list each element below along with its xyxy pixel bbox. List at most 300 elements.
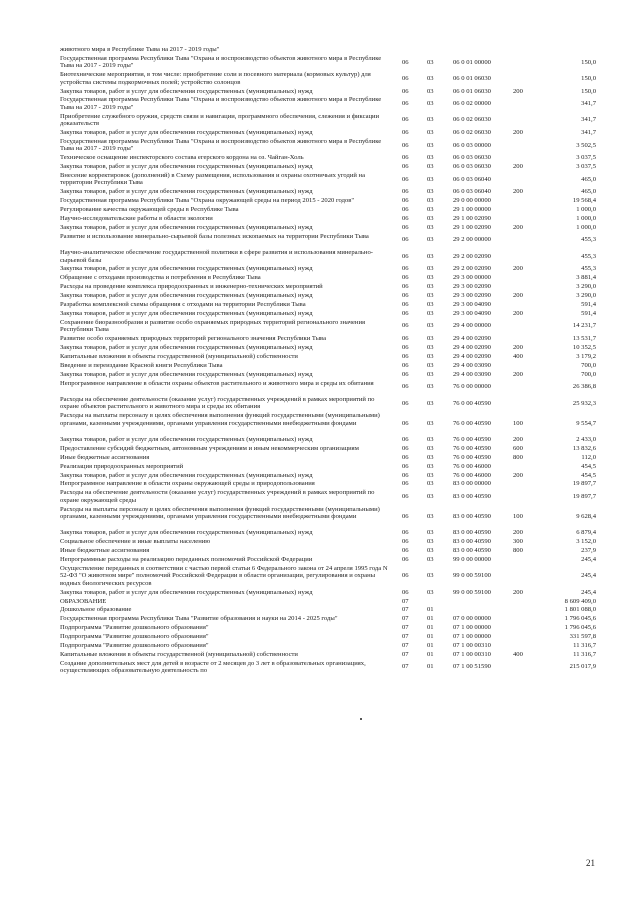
row-amount: 1 000,0 [576, 206, 596, 214]
row-amount: 454,5 [581, 471, 596, 479]
target-article-code: 29 1 00 00000 [453, 206, 491, 214]
table-row [0, 463, 640, 470]
row-name: Техническое оснащение инспекторского состава егерского кордона на оз. Чайган-Холь [60, 154, 304, 162]
scan-artifact [360, 718, 362, 720]
expense-type-code: 200 [513, 529, 523, 537]
row-amount: 237,9 [581, 547, 596, 555]
row-name: Закупка товаров, работ и услуг для обеспечения государственных (муниципальных) нужд [60, 163, 313, 171]
section-code: 07 [402, 615, 409, 623]
row-name: Обращение с отходами производства и потребления в Республике Тыва [60, 274, 261, 282]
section-code: 06 [402, 419, 409, 427]
row-name: Закупка товаров, работ и услуг для обеспечения государственных (муниципальных) нужд [60, 87, 313, 95]
target-article-code: 06 0 01 06030 [453, 87, 491, 95]
target-article-code: 29 3 00 00000 [453, 274, 491, 282]
target-article-code: 76 0 00 40590 [453, 435, 491, 443]
row-name: Закупка товаров, работ и услуг для обеспечения государственных (муниципальных) нужд [60, 223, 313, 231]
row-name: Непрограммное направление в области охраны объектов растительного и животного мира и среды их обитания [60, 379, 374, 387]
row-amount: 341,7 [581, 116, 596, 124]
table-row [0, 55, 640, 70]
table-row [0, 538, 640, 545]
row-name: Дошкольное образование [60, 606, 132, 614]
table-row [0, 172, 640, 187]
row-amount: 700,0 [581, 370, 596, 378]
page-number: 21 [586, 858, 595, 868]
row-name: Закупка товаров, работ и услуг для обеспечения государственных (муниципальных) нужд [60, 529, 313, 537]
subsection-code: 03 [427, 197, 434, 205]
target-article-code: 29 4 00 00000 [453, 322, 491, 330]
row-amount: 3 037,5 [576, 154, 596, 162]
target-article-code: 83 0 00 00000 [453, 480, 491, 488]
table-row [0, 215, 640, 222]
subsection-code: 03 [427, 154, 434, 162]
target-article-code: 06 0 01 00000 [453, 58, 491, 66]
target-article-code: 29 3 00 02090 [453, 292, 491, 300]
section-code: 06 [402, 274, 409, 282]
row-amount: 25 932,3 [572, 399, 596, 407]
row-name: Введение и переиздание Красной книги Республики Тыва [60, 361, 223, 369]
section-code: 06 [402, 370, 409, 378]
target-article-code: 29 4 00 02090 [453, 352, 491, 360]
table-row [0, 412, 640, 434]
section-code: 06 [402, 309, 409, 317]
row-name: Закупка товаров, работ и услуг для обеспечения государственных (муниципальных) нужд [60, 129, 313, 136]
target-article-code: 83 0 00 40590 [453, 538, 491, 546]
section-code: 07 [402, 650, 409, 658]
section-code: 06 [402, 480, 409, 488]
section-code: 07 [402, 663, 409, 671]
row-amount: 455,3 [581, 265, 596, 273]
target-article-code: 29 4 00 02090 [453, 344, 491, 351]
row-amount: 1 796 045,6 [564, 624, 596, 632]
row-name: Биотехнические мероприятия, в том числе: приобретение соли и посевного материала (кормовых культур) для устройства системы подкормочных полей; устройство солонцов [60, 71, 371, 86]
row-name: животного мира в Республике Тыва на 2017 - 2019 годы" [60, 46, 220, 53]
row-name: Иные бюджетные ассигнования [60, 453, 150, 461]
row-amount: 591,4 [581, 309, 596, 317]
table-row [0, 319, 640, 334]
row-amount: 13 832,6 [572, 444, 596, 452]
target-article-code: 29 3 00 04090 [453, 309, 491, 317]
row-amount: 11 316,7 [573, 642, 596, 649]
row-name: Государственная программа Республики Тыва "Охрана окружающей среды на период 2015 - 2020 годов" [60, 197, 355, 205]
row-name: Приобретение служебного оружия, средств связи и навигации, программного обеспечения, слежения и фиксации доказательств [60, 112, 380, 128]
table-row [0, 335, 640, 342]
row-name: Закупка товаров, работ и услуг для обеспечения государственных (муниципальных) нужд [60, 188, 313, 196]
subsection-code: 03 [427, 370, 434, 378]
section-code: 06 [402, 100, 409, 108]
table-row [0, 283, 640, 290]
section-code: 06 [402, 175, 409, 183]
target-article-code: 83 0 00 40590 [453, 547, 491, 555]
row-amount: 245,4 [581, 572, 596, 580]
target-article-code: 76 0 00 46000 [453, 462, 491, 470]
row-amount: 3 290,0 [576, 292, 596, 300]
table-row [0, 129, 640, 136]
table-row [0, 88, 640, 95]
table-row [0, 206, 640, 213]
table-row [0, 188, 640, 195]
row-amount: 245,4 [581, 556, 596, 563]
row-name: Научно-аналитическое обеспечение государственной политики в сфере развития и использования минерально-сырьевой базы [60, 249, 373, 264]
subsection-code: 03 [427, 175, 434, 183]
expense-type-code: 800 [513, 547, 523, 555]
subsection-code: 03 [427, 283, 434, 291]
subsection-code: 03 [427, 215, 434, 222]
section-code: 06 [402, 197, 409, 205]
section-code: 06 [402, 252, 409, 260]
subsection-code: 01 [427, 633, 434, 641]
subsection-code: 03 [427, 87, 434, 95]
table-row [0, 163, 640, 170]
table-row [0, 197, 640, 204]
table-row [0, 606, 640, 613]
row-name: Предоставление субсидий бюджетным, автономным учреждениям и иным некоммерческим организациям [60, 444, 359, 452]
row-name: Создание дополнительных мест для детей в возрасте от 2 месяцев до 3 лет в образовательных организациях, осуществляющих образовательную деятельность по [60, 659, 366, 675]
table-row [0, 380, 640, 395]
target-article-code: 06 0 03 06040 [453, 188, 491, 196]
table-row [0, 651, 640, 658]
row-amount: 331 597,8 [569, 633, 596, 641]
subsection-code: 03 [427, 301, 434, 308]
expense-type-code: 200 [513, 309, 523, 317]
row-amount: 14 231,7 [572, 322, 596, 330]
row-amount: 455,3 [581, 252, 596, 260]
expense-type-code: 200 [513, 87, 523, 95]
row-name: Осуществление переданных в соответствии с частью первой статьи 6 Федерального закона от 24 апреля 1995 года N 52-ФЗ "О животном мире" полномочий Российской Федерации в области организации, регулирования и охраны водных биологических ресурсов [60, 564, 388, 587]
row-amount: 1 796 045,6 [564, 615, 596, 623]
section-code: 07 [402, 597, 409, 605]
section-code: 06 [402, 215, 409, 222]
target-article-code: 29 1 00 02090 [453, 215, 491, 222]
table-row [0, 633, 640, 640]
table-row [0, 529, 640, 536]
target-article-code: 07 1 00 00000 [453, 624, 491, 632]
row-name: Непрограммное направление в области охраны окружающей среды и природопользования [60, 480, 315, 488]
section-code: 06 [402, 87, 409, 95]
target-article-code: 07 1 00 00310 [453, 650, 491, 658]
expense-type-code: 200 [513, 471, 523, 479]
row-amount: 465,0 [581, 175, 596, 183]
section-code: 06 [402, 538, 409, 546]
section-code: 06 [402, 556, 409, 563]
target-article-code: 29 2 00 00000 [453, 236, 491, 244]
row-name: Капитальные вложения в объекты государственной (муниципальной) собственности [60, 352, 298, 360]
table-row [0, 556, 640, 563]
row-amount: 455,3 [581, 236, 596, 244]
subsection-code: 03 [427, 206, 434, 214]
target-article-code: 06 0 01 06030 [453, 74, 491, 82]
row-name: Расходы на обеспечение деятельности (оказание услуг) государственных учреждений в рамках мероприятий по охране объектов растительного и животного мира и среды их обитания [60, 395, 375, 411]
subsection-code: 03 [427, 480, 434, 488]
target-article-code: 29 4 00 02090 [453, 335, 491, 343]
subsection-code: 03 [427, 435, 434, 443]
section-code: 07 [402, 633, 409, 641]
section-code: 07 [402, 624, 409, 632]
target-article-code: 83 0 00 40590 [453, 492, 491, 500]
expense-type-code: 200 [513, 265, 523, 273]
section-code: 06 [402, 223, 409, 231]
subsection-code: 03 [427, 74, 434, 82]
row-amount: 9 628,4 [576, 512, 596, 520]
subsection-code: 03 [427, 322, 434, 330]
section-code: 06 [402, 512, 409, 520]
target-article-code: 07 1 00 51590 [453, 663, 491, 671]
subsection-code: 03 [427, 252, 434, 260]
subsection-code: 03 [427, 292, 434, 300]
expense-type-code: 200 [513, 435, 523, 443]
subsection-code: 03 [427, 383, 434, 391]
row-amount: 150,0 [581, 58, 596, 66]
subsection-code: 03 [427, 58, 434, 66]
row-name: Реализация природоохранных мероприятий [60, 462, 184, 470]
subsection-code: 01 [427, 624, 434, 632]
row-name: Внесение корректировок (дополнений) в Схему размещения, использования и охраны охотничьих угодий на территории Республики Тыва [60, 172, 365, 187]
row-name: Расходы на выплаты персоналу в целях обеспечения выполнения функций государственными (муниципальными) органами, казенными учреждениями, органами управления государственными внебюджетными фондами [60, 505, 380, 520]
target-article-code: 06 0 03 06030 [453, 154, 491, 162]
subsection-code: 03 [427, 352, 434, 360]
target-article-code: 83 0 00 40590 [453, 512, 491, 520]
table-row [0, 233, 640, 248]
section-code: 06 [402, 74, 409, 82]
row-name: Расходы на проведение комплекса природоохранных и инженерно-технических мероприятий [60, 283, 323, 291]
row-amount: 150,0 [581, 87, 596, 95]
row-amount: 19 568,4 [572, 197, 596, 205]
row-amount: 245,4 [581, 588, 596, 596]
target-article-code: 06 0 02 06030 [453, 129, 491, 136]
row-name: Закупка товаров, работ и услуг для обеспечения государственных (муниципальных) нужд [60, 344, 313, 351]
subsection-code: 03 [427, 462, 434, 470]
subsection-code: 03 [427, 335, 434, 343]
table-row [0, 660, 640, 675]
expense-type-code: 200 [513, 370, 523, 378]
expense-type-code: 200 [513, 344, 523, 351]
row-amount: 11 316,7 [573, 650, 596, 658]
subsection-code: 03 [427, 116, 434, 124]
section-code: 06 [402, 453, 409, 461]
row-name: ОБРАЗОВАНИЕ [60, 597, 107, 605]
table-row [0, 138, 640, 153]
row-amount: 465,0 [581, 188, 596, 196]
table-row [0, 454, 640, 461]
target-article-code: 29 2 00 02090 [453, 252, 491, 260]
row-amount: 19 897,7 [572, 492, 596, 500]
row-amount: 454,5 [581, 462, 596, 470]
row-name: Закупка товаров, работ и услуг для обеспечения государственных (муниципальных) нужд [60, 292, 313, 300]
section-code: 07 [402, 606, 409, 614]
table-row [0, 489, 640, 504]
row-amount: 700,0 [581, 361, 596, 369]
section-code: 06 [402, 283, 409, 291]
target-article-code: 99 0 00 59100 [453, 588, 491, 596]
row-amount: 2 433,0 [576, 435, 596, 443]
row-amount: 19 897,7 [572, 480, 596, 488]
section-code: 06 [402, 292, 409, 300]
subsection-code: 03 [427, 344, 434, 351]
section-code: 06 [402, 265, 409, 273]
row-amount: 112,0 [581, 453, 596, 461]
target-article-code: 29 3 00 02090 [453, 283, 491, 291]
target-article-code: 29 4 00 03090 [453, 361, 491, 369]
expense-type-code: 200 [513, 188, 523, 196]
section-code: 06 [402, 116, 409, 124]
row-amount: 150,0 [581, 74, 596, 82]
row-amount: 1 000,0 [576, 215, 596, 222]
table-row [0, 292, 640, 299]
subsection-code: 03 [427, 141, 434, 149]
row-name: Закупка товаров, работ и услуг для обеспечения государственных (муниципальных) нужд [60, 471, 313, 479]
expense-type-code: 200 [513, 223, 523, 231]
target-article-code: 76 0 00 40590 [453, 419, 491, 427]
table-row [0, 154, 640, 161]
table-row [0, 565, 640, 587]
row-name: Регулирование качества окружающей среды в Республике Тыва [60, 206, 239, 214]
subsection-code: 03 [427, 361, 434, 369]
table-row [0, 642, 640, 649]
row-name: Непрограммные расходы на реализацию переданных полномочий Российской Федерации [60, 556, 313, 563]
target-article-code: 83 0 00 40590 [453, 529, 491, 537]
target-article-code: 07 0 00 00000 [453, 615, 491, 623]
subsection-code: 03 [427, 538, 434, 546]
section-code: 06 [402, 335, 409, 343]
section-code: 06 [402, 444, 409, 452]
section-code: 06 [402, 188, 409, 196]
row-amount: 3 290,0 [576, 283, 596, 291]
expense-type-code: 800 [513, 453, 523, 461]
row-amount: 9 554,7 [576, 419, 596, 427]
row-amount: 1 801 088,0 [564, 606, 596, 614]
section-code: 06 [402, 141, 409, 149]
subsection-code: 01 [427, 642, 434, 649]
subsection-code: 03 [427, 419, 434, 427]
table-row [0, 265, 640, 272]
row-name: Закупка товаров, работ и услуг для обеспечения государственных (муниципальных) нужд [60, 309, 313, 317]
row-amount: 591,4 [581, 301, 596, 308]
subsection-code: 03 [427, 274, 434, 282]
row-name: Государственная программа Республики Тыва "Охрана и воспроизводство объектов животного мира в Республике Тыва на 2017 - 2019 годы" [60, 137, 382, 153]
section-code: 06 [402, 572, 409, 580]
table-row [0, 506, 640, 528]
subsection-code: 03 [427, 492, 434, 500]
target-article-code: 29 2 00 02090 [453, 265, 491, 273]
row-name: Закупка товаров, работ и услуг для обеспечения государственных (муниципальных) нужд [60, 370, 313, 378]
target-article-code: 29 1 00 02090 [453, 223, 491, 231]
expense-type-code: 100 [513, 512, 523, 520]
table-row [0, 113, 640, 128]
row-name: Иные бюджетные ассигнования [60, 547, 150, 555]
target-article-code: 07 1 00 00000 [453, 633, 491, 641]
table-row [0, 71, 640, 86]
table-row [0, 362, 640, 369]
row-name: Государственная программа Республики Тыва "Развитие образования и науки на 2014 - 2025 годы" [60, 615, 338, 623]
section-code: 06 [402, 129, 409, 136]
subsection-code: 03 [427, 556, 434, 563]
table-row [0, 445, 640, 452]
row-name: Научно-исследовательские работы в области экологии [60, 215, 213, 222]
section-code: 06 [402, 361, 409, 369]
row-amount: 3 179,2 [576, 352, 596, 360]
row-name: Закупка товаров, работ и услуг для обеспечения государственных (муниципальных) нужд [60, 588, 313, 596]
table-row [0, 624, 640, 631]
table-row [0, 310, 640, 317]
subsection-code: 03 [427, 512, 434, 520]
table-row [0, 224, 640, 231]
row-name: Закупка товаров, работ и услуг для обеспечения государственных (муниципальных) нужд [60, 265, 313, 273]
expense-type-code: 600 [513, 444, 523, 452]
section-code: 06 [402, 206, 409, 214]
row-amount: 3 502,5 [576, 141, 596, 149]
table-row [0, 396, 640, 411]
subsection-code: 03 [427, 236, 434, 244]
expense-type-code: 200 [513, 163, 523, 171]
row-name: Подпрограмма "Развитие дошкольного образования" [60, 624, 209, 632]
row-name: Расходы на выплаты персоналу в целях обеспечения выполнения функций государственными (муниципальными) органами, казенными учреждениями, органами управления государственными внебюджетными фондами [60, 412, 380, 427]
section-code: 06 [402, 492, 409, 500]
table-row [0, 436, 640, 443]
target-article-code: 99 0 00 59100 [453, 572, 491, 580]
target-article-code: 76 0 00 46000 [453, 471, 491, 479]
section-code: 06 [402, 344, 409, 351]
table-row [0, 249, 640, 264]
subsection-code: 03 [427, 188, 434, 196]
row-amount: 13 531,7 [572, 335, 596, 343]
section-code: 06 [402, 58, 409, 66]
row-name: Закупка товаров, работ и услуг для обеспечения государственных (муниципальных) нужд [60, 435, 313, 443]
row-amount: 3 152,0 [576, 538, 596, 546]
subsection-code: 03 [427, 444, 434, 452]
table-row [0, 615, 640, 622]
target-article-code: 06 0 02 00000 [453, 100, 491, 108]
target-article-code: 76 0 00 40590 [453, 444, 491, 452]
subsection-code: 03 [427, 453, 434, 461]
row-name: Государственная программа Республики Тыва "Охрана и воспроизводство объектов животного мира в Республике Тыва на 2017 - 2019 годы" [60, 96, 382, 111]
row-amount: 215 017,9 [569, 663, 596, 671]
section-code: 06 [402, 588, 409, 596]
row-name: Расходы на обеспечение деятельности (оказание услуг) государственных учреждений в рамках мероприятий по охране окружающей среды [60, 489, 375, 504]
section-code: 06 [402, 529, 409, 537]
row-name: Социальное обеспечение и иные выплаты населению [60, 538, 211, 546]
target-article-code: 29 3 00 04090 [453, 301, 491, 308]
target-article-code: 06 0 03 00000 [453, 141, 491, 149]
row-amount: 8 609 409,0 [564, 597, 596, 605]
section-code: 06 [402, 471, 409, 479]
expense-type-code: 100 [513, 419, 523, 427]
row-amount: 341,7 [581, 100, 596, 108]
section-code: 06 [402, 435, 409, 443]
section-code: 06 [402, 383, 409, 391]
subsection-code: 03 [427, 223, 434, 231]
target-article-code: 06 0 03 06030 [453, 163, 491, 171]
table-row [0, 46, 640, 53]
table-row [0, 598, 640, 605]
table-row [0, 371, 640, 378]
subsection-code: 01 [427, 615, 434, 623]
expense-type-code: 200 [513, 129, 523, 136]
section-code: 06 [402, 399, 409, 407]
row-amount: 3 037,5 [576, 163, 596, 171]
target-article-code: 99 0 00 00000 [453, 556, 491, 563]
table-row [0, 472, 640, 479]
section-code: 06 [402, 352, 409, 360]
subsection-code: 03 [427, 572, 434, 580]
subsection-code: 01 [427, 663, 434, 671]
target-article-code: 76 0 00 40590 [453, 399, 491, 407]
target-article-code: 76 0 00 40590 [453, 453, 491, 461]
row-amount: 6 879,4 [576, 529, 596, 537]
row-amount: 3 881,4 [576, 274, 596, 282]
target-article-code: 07 1 00 00310 [453, 642, 491, 649]
table-row [0, 344, 640, 351]
expense-type-code: 400 [513, 352, 523, 360]
target-article-code: 76 0 00 00000 [453, 383, 491, 391]
